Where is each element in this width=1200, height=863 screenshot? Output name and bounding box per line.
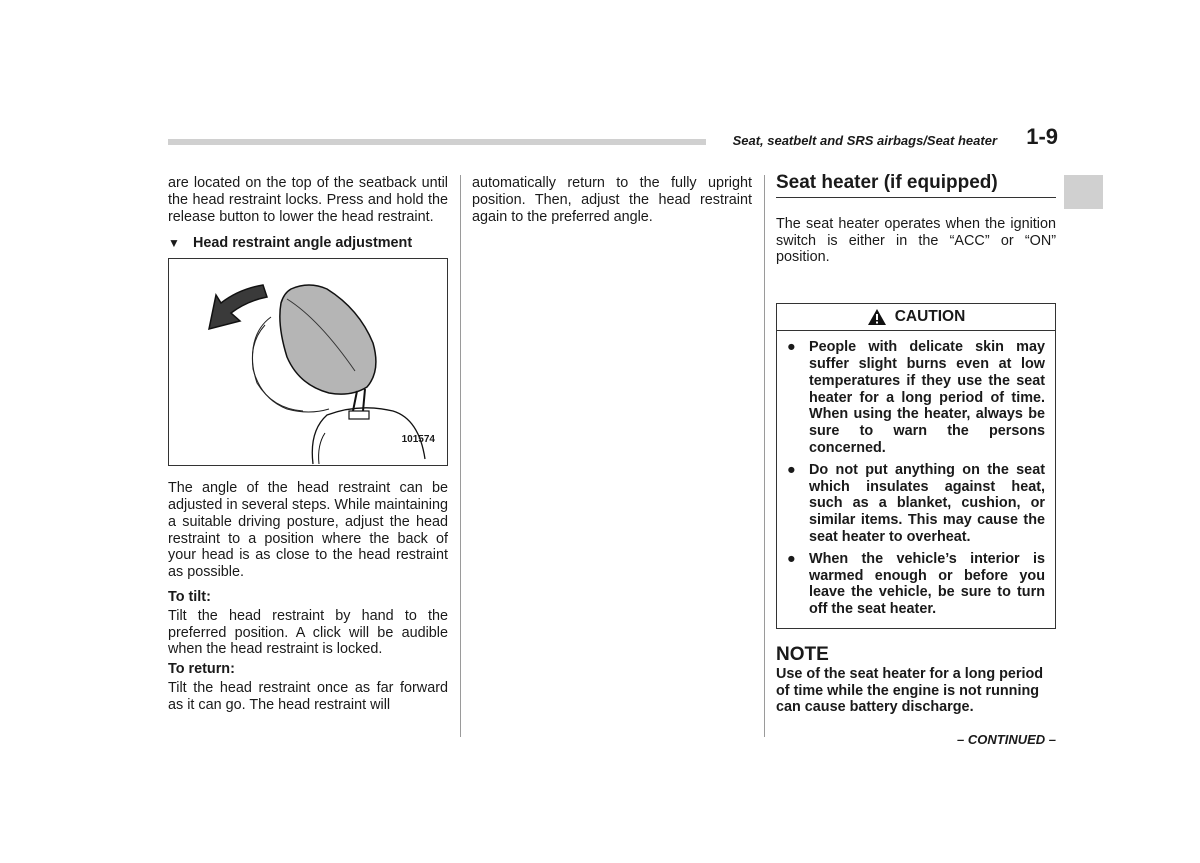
caution-item <box>787 551 1045 618</box>
return-label: To return: <box>168 661 235 678</box>
caution-item <box>787 339 1045 457</box>
continued-marker: – CONTINUED – <box>957 732 1056 747</box>
paragraph-continued: are located on the top of the seatback until the head restraint locks. Press and hold the release button to lower the head restraint. <box>168 175 448 225</box>
column-1 <box>168 175 448 714</box>
return-text: Tilt the head restraint once as far forward as it can go. The head restraint will <box>168 679 448 713</box>
thumb-index-tab <box>1064 175 1103 209</box>
subheading-angle-adjustment <box>168 235 448 252</box>
bullet-icon: ● <box>787 461 796 478</box>
running-header-title: Seat, seatbelt and SRS airbags/Seat heater <box>732 133 997 148</box>
paragraph-angle: The angle of the head restraint can be adjusted in several steps. While maintaining a suitable driving posture, adjust the head restraint to a position where the back of your head is as close to the head restraint as possible. <box>168 480 448 581</box>
bullet-icon: ● <box>787 339 796 356</box>
column-divider-2 <box>764 175 765 737</box>
caution-item-text: Do not put anything on the seat which insulates against heat, such as a blanket, cushion, or similar items. This may cause the seat heater to overheat. <box>809 461 1045 545</box>
stay-guide <box>349 411 369 419</box>
head-restraint-cushion <box>280 285 376 394</box>
tilt-label: To tilt: <box>168 588 211 605</box>
column-divider-1 <box>460 175 461 737</box>
head-restraint-figure <box>168 258 448 466</box>
caution-item <box>787 462 1045 546</box>
tilt-text: Tilt the head restraint by hand to the preferred position. A click will be audible when the head restraint is locked. <box>168 607 448 658</box>
page-number: 1-9 <box>1026 124 1058 149</box>
note-title: NOTE <box>776 643 829 665</box>
column-2 <box>472 175 752 225</box>
caution-box <box>776 303 1056 629</box>
warning-triangle-icon <box>867 308 887 326</box>
seatback-edge <box>319 433 325 464</box>
caution-label: CAUTION <box>894 307 966 325</box>
caution-item-text: People with delicate skin may suffer slight burns even at low temperatures if they use the seat heater for a long period of time. When using the heater, always be sure to warn the persons concerned. <box>809 339 1045 456</box>
bullet-icon: ● <box>787 550 796 567</box>
section-title: Seat heater (if equipped) <box>776 175 1056 198</box>
caution-list <box>777 331 1055 628</box>
tilt-arrow-icon <box>209 285 267 329</box>
paragraph-return-continued: automatically return to the fully upright position. Then, adjust the head restraint again to the preferred angle. <box>472 175 752 225</box>
caution-item-text: When the vehicle’s interior is warmed enough or before you leave the vehicle, be sure to turn off the seat heater. <box>809 550 1045 618</box>
figure-code: 101574 <box>401 434 435 446</box>
triangle-marker-icon: ▼ <box>168 236 180 251</box>
note-text: Use of the seat heater for a long period of time while the engine is not running can cause battery discharge. <box>776 665 1044 716</box>
subheading-text: Head restraint angle adjustment <box>193 235 413 252</box>
caution-header <box>777 304 1055 331</box>
column-3 <box>776 172 1056 716</box>
intro-paragraph: The seat heater operates when the ignition switch is either in the “ACC” or “ON” position. <box>776 215 1056 266</box>
